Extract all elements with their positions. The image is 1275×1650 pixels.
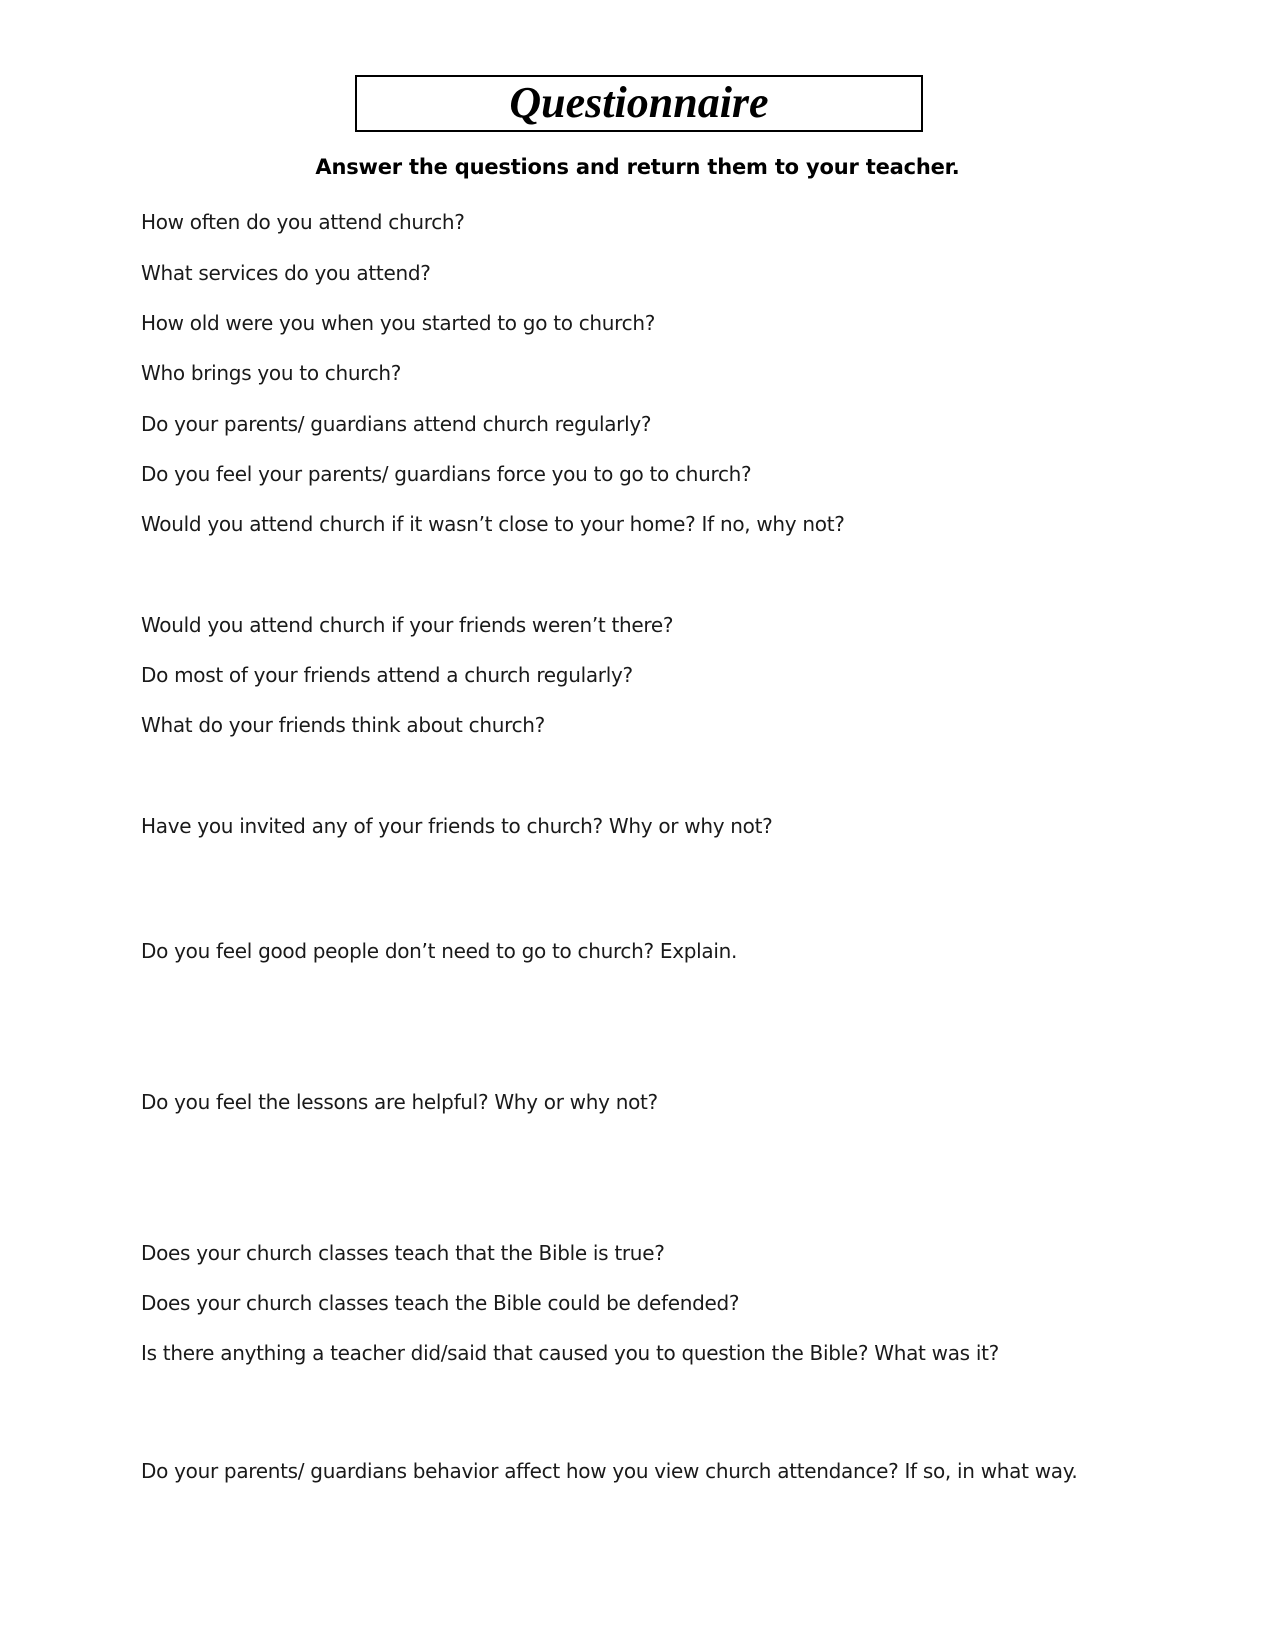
instructions: Answer the questions and return them to your teacher. xyxy=(315,155,960,179)
question-13: Do you feel the lessons are helpful? Why or why not? xyxy=(141,1090,658,1114)
question-5: Do your parents/ guardians attend church regularly? xyxy=(141,412,652,436)
question-4: Who brings you to church? xyxy=(141,361,402,385)
question-11: Have you invited any of your friends to church? Why or why not? xyxy=(141,814,773,838)
question-10: What do your friends think about church? xyxy=(141,713,545,737)
question-16: Is there anything a teacher did/said that caused you to question the Bible? What was it? xyxy=(141,1341,999,1365)
question-14: Does your church classes teach that the Bible is true? xyxy=(141,1241,665,1265)
question-6: Do you feel your parents/ guardians force you to go to church? xyxy=(141,462,752,486)
question-9: Do most of your friends attend a church regularly? xyxy=(141,663,633,687)
question-15: Does your church classes teach the Bible could be defended? xyxy=(141,1291,740,1315)
question-2: What services do you attend? xyxy=(141,261,431,285)
question-8: Would you attend church if your friends weren’t there? xyxy=(141,613,674,637)
question-7: Would you attend church if it wasn’t close to your home? If no, why not? xyxy=(141,512,845,536)
question-1: How often do you attend church? xyxy=(141,210,465,234)
page-title: Questionnaire xyxy=(509,77,769,127)
question-12: Do you feel good people don’t need to go to church? Explain. xyxy=(141,939,738,963)
title-box xyxy=(355,75,923,132)
question-17: Do your parents/ guardians behavior affect how you view church attendance? If so, in what way. xyxy=(141,1459,1078,1483)
question-3: How old were you when you started to go to church? xyxy=(141,311,656,335)
